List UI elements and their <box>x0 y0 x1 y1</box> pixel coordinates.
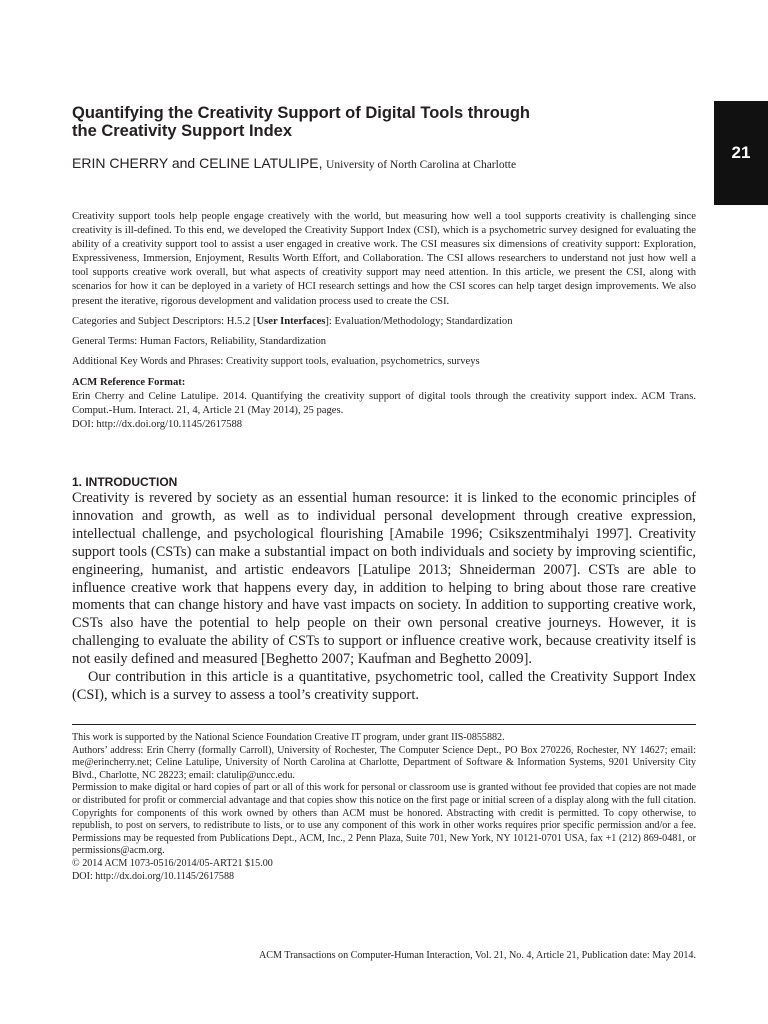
section-heading-introduction: 1. INTRODUCTION <box>72 475 178 489</box>
categories-suffix: ]: Evaluation/Methodology; Standardization <box>325 315 513 327</box>
paper-title <box>72 104 672 140</box>
footnote-authors-address: Authors’ address: Erin Cherry (formally Carroll), University of Rochester, The Computer Science Dept., PO Box 270226, Rochester, NY 14627; email: me@erincherry.net; Celine Latulipe, University of North Carolina at Charlotte, Department of Software & Information Systems, 9201 University City Blvd., Charlotte, NC 28223; email: clatulip@uncc.edu. <box>72 744 696 781</box>
author-affiliation: University of North Carolina at Charlotte <box>326 159 517 171</box>
footnote-funding: This work is supported by the National Science Foundation Creative IT program, under grant IIS-0855882. <box>72 732 505 743</box>
chapter-number-tab <box>714 101 768 205</box>
front-matter <box>72 210 696 432</box>
intro-paragraph-2: Our contribution in this article is a quantitative, psychometric tool, called the Creativity Support Index (CSI), which is a survey to assess a tool’s creativity support. <box>72 669 696 703</box>
categories-prefix: Categories and Subject Descriptors: H.5.2 [ <box>72 315 257 327</box>
title-line-2: the Creativity Support Index <box>72 122 293 140</box>
acm-reference-text: Erin Cherry and Celine Latulipe. 2014. Quantifying the creativity support of digital tools through the creativity support index. ACM Trans. Comput.-Hum. Interact. 21, 4, Article 21 (May 2014), 25 pages. <box>72 391 696 417</box>
author-line <box>72 155 692 173</box>
abstract: Creativity support tools help people engage creatively with the world, but measuring how well a tool supports creativity is challenging since creativity is ill-defined. To this end, we developed the Creativity Support Index (CSI), which is a psychometric survey designed for evaluating the ability of a creativity support tool to assist a user engaged in creative work. The CSI measures six dimensions of creativity support: Exploration, Expressiveness, Immersion, Enjoyment, Results Worth Effort, and Collaboration. The CSI allows researchers to understand not just how well a tool supports creative work overall, but what aspects of creativity support may need attention. In this article, we present the CSI, along with scenarios for how it can be deployed in a variety of HCI research settings and how the CSI scores can help target design improvements. We also present the iterative, rigorous development and validation process used to create the CSI. <box>72 211 696 307</box>
introduction-body <box>72 490 696 705</box>
footnote-permission: Permission to make digital or hard copies of part or all of this work for personal or classroom use is granted without fee provided that copies are not made or distributed for profit or commercial advantage and that copies show this notice on the first page or initial screen of a display along with the full citation. Copyrights for components of this work owned by others than ACM must be honored. Abstracting with credit is permitted. To copy otherwise, to republish, to post on servers, to redistribute to lists, or to use any component of this work in other works requires prior specific permission and/or a fee. Permissions may be requested from Publications Dept., ACM, Inc., 2 Penn Plaza, Suite 701, New York, NY 10121-0701 USA, fax +1 (212) 869-0481, or permissions@acm.org. <box>72 782 696 857</box>
acm-reference-heading: ACM Reference Format: <box>72 376 186 388</box>
footnote-divider <box>72 724 696 725</box>
general-terms: General Terms: Human Factors, Reliability, Standardization <box>72 335 327 347</box>
footnote-doi: DOI: http://dx.doi.org/10.1145/2617588 <box>72 870 235 882</box>
title-line-1: Quantifying the Creativity Support of Digital Tools through <box>72 104 531 122</box>
footnotes <box>72 732 696 883</box>
running-footer: ACM Transactions on Computer-Human Interaction, Vol. 21, No. 4, Article 21, Publication date: May 2014. <box>258 950 696 961</box>
keywords: Additional Key Words and Phrases: Creativity support tools, evaluation, psychometrics, surveys <box>72 355 480 367</box>
acm-reference-doi: DOI: http://dx.doi.org/10.1145/2617588 <box>72 419 243 431</box>
author-names: ERIN CHERRY and CELINE LATULIPE, <box>72 155 323 171</box>
categories-bold: User Interfaces <box>256 315 326 327</box>
footnote-copyright: © 2014 ACM 1073-0516/2014/05-ART21 $15.00 <box>72 857 273 869</box>
categories-line <box>72 315 696 329</box>
intro-paragraph-1: Creativity is revered by society as an essential human resource: it is linked to the economic principles of innovation and growth, as well as to individual personal development through creative expression, intellectual challenge, and psychological flourishing [Amabile 1996; Csikszentmihalyi 1997]. Creativity support tools (CSTs) can make a substantial impact on both individuals and society by improving scientific, engineering, humanist, and artistic endeavors [Latulipe 2013; Shneiderman 2007]. CSTs are able to influence creative work that happens every day, in addition to helping to bring about those rare creative moments that can change history and have vast impacts on society. In addition to supporting creative work, CSTs also have the potential to help people on their own personal creative journeys. However, it is challenging to evaluate the ability of CSTs to support or influence creative work, because creativity itself is not easily defined and measured [Beghetto 2007; Kaufman and Beghetto 2009]. <box>72 490 696 668</box>
chapter-number: 21 <box>731 143 751 162</box>
